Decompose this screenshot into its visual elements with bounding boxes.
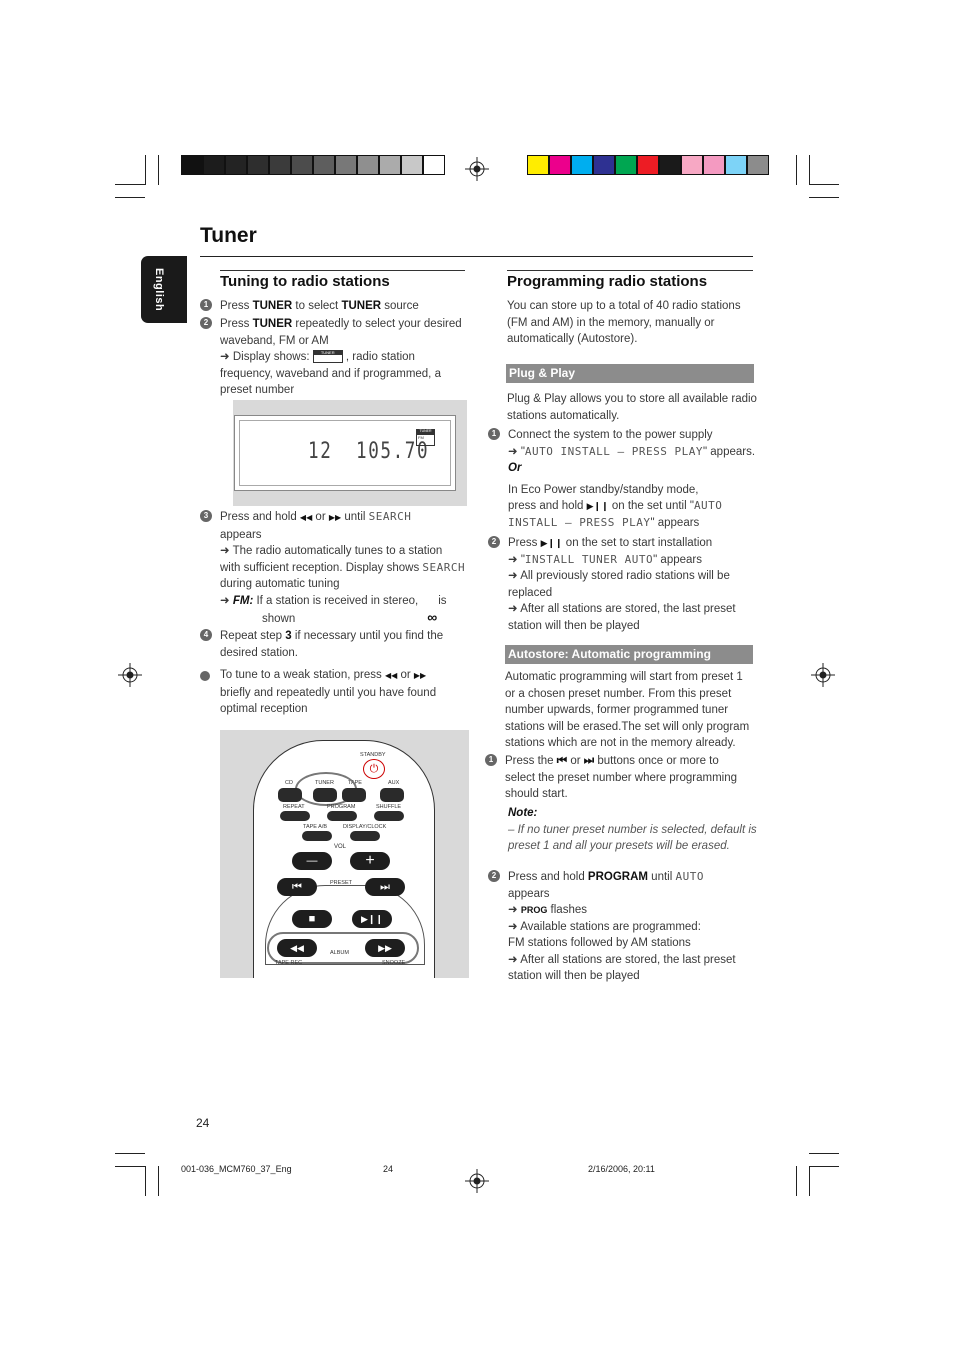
remote-next-button: ⏭ — [365, 878, 405, 896]
remote-label-snooze: SNOOZE — [382, 960, 406, 966]
footer-date: 2/16/2006, 20:11 — [588, 1164, 655, 1174]
autostore-bar: Autostore: Automatic programming — [505, 645, 753, 664]
lcd-display-screen — [239, 420, 451, 486]
play-pause-icon: ▶❙❙ — [586, 501, 609, 511]
fast-forward-icon: ▶▶ — [413, 671, 427, 680]
remote-tape-button — [342, 788, 366, 802]
remote-play-pause-button: ▶❙❙ — [352, 910, 392, 928]
color-swatch — [357, 155, 379, 175]
plug-step-2: Press ▶❙❙ on the set to start installation ➜ "INSTALL TUNER AUTO" appears ➜ All previously stored radio stations will be replaced ➜ After all stations are stored, the last preset station will then be played — [508, 537, 736, 632]
rewind-icon: ◀◀ — [299, 513, 313, 522]
color-swatch — [637, 155, 659, 175]
bullet-icon — [200, 671, 210, 681]
crop-mark — [158, 155, 159, 185]
crop-mark — [809, 184, 839, 185]
color-swatch — [379, 155, 401, 175]
remote-label-program: PROGRAM — [327, 804, 356, 810]
remote-cd-button — [278, 788, 302, 802]
crop-mark — [796, 155, 797, 185]
crop-mark — [809, 1153, 839, 1154]
color-swatch — [659, 155, 681, 175]
color-swatch — [291, 155, 313, 175]
step-number-icon: 1 — [200, 299, 212, 311]
registration-mark-icon — [465, 157, 489, 181]
step-number-icon: 4 — [200, 629, 212, 641]
crop-mark — [115, 197, 145, 198]
color-swatch — [225, 155, 247, 175]
registration-mark-icon — [118, 663, 142, 687]
stereo-icon: ∞ — [427, 609, 438, 625]
remote-label-album: ALBUM — [330, 950, 349, 956]
step-number-icon: 2 — [200, 317, 212, 329]
right-intro: You can store up to a total of 40 radio stations (FM and AM) in the memory, manually or automatically (Autostore). — [507, 300, 741, 345]
crop-mark — [796, 1166, 797, 1196]
lcd-preset-number: 12 — [308, 439, 333, 464]
color-swatch — [681, 155, 703, 175]
crop-mark — [809, 197, 839, 198]
crop-mark — [809, 1166, 839, 1167]
remote-fast-forward-button: ▶▶ — [365, 939, 405, 957]
remote-stop-button: ■ — [292, 910, 332, 928]
remote-tape-ab-button — [302, 831, 332, 841]
color-swatch — [725, 155, 747, 175]
remote-display-clock-button — [350, 831, 380, 841]
autostore-step-1: Press the ⏮ or ⏭ buttons once or more to select the preset number where programming should start. — [505, 755, 738, 800]
color-swatch — [747, 155, 769, 175]
left-step-3: Press and hold ◀◀ or ▶▶ until SEARCH appears ➜ The radio automatically tunes to a station with sufficient reception. Display shows SEARCH during automatic tuning ➜ FM: If a station is received in stereo, is shown ∞ — [220, 510, 466, 625]
lcd-frequency: 105.70 — [356, 439, 430, 464]
remote-label-tape-rec: TAPE REC — [275, 960, 303, 966]
plug-step-1: Connect the system to the power supply ➜ "AUTO INSTALL – PRESS PLAY" appears. Or In Eco Power standby/standby mode, press and hold ▶❙❙ on the set until "AUTO INSTALL – PRESS PLAY" appears — [508, 429, 756, 529]
lcd-display-illustration — [233, 400, 467, 506]
color-swatch — [335, 155, 357, 175]
step-number-icon: 3 — [200, 510, 212, 522]
fast-forward-icon: ▶▶ — [328, 513, 342, 522]
page-number: 24 — [196, 1116, 210, 1130]
remote-tuner-button — [313, 788, 337, 802]
color-swatch — [703, 155, 725, 175]
title-rule — [200, 256, 753, 257]
left-heading: Tuning to radio stations — [220, 273, 390, 290]
lcd-display-frame — [234, 415, 456, 491]
color-swatch — [423, 155, 445, 175]
remote-prev-button: ⏮ — [277, 878, 317, 896]
autostore-intro: Automatic programming will start from preset 1 or a chosen preset number. From this preset number upwards, former programmed tuner stations will be erased.The set will only program stations which are not in the memory already. — [505, 671, 750, 749]
registration-mark-icon — [811, 663, 835, 687]
lcd-tuner-badge: TUNER — [416, 429, 435, 434]
color-swatch — [401, 155, 423, 175]
left-heading-rule — [220, 270, 465, 271]
color-swatch — [549, 155, 571, 175]
crop-mark — [115, 184, 145, 185]
left-step-2: Press TUNER repeatedly to select your desired waveband, FM or AM ➜ Display shows: TUNER , radio station frequency, waveband and if programmed, a preset number — [220, 318, 462, 396]
left-step-4: Repeat step 3 if necessary until you find the desired station. — [220, 630, 444, 659]
remote-repeat-button — [280, 811, 310, 821]
color-swatch — [615, 155, 637, 175]
remote-label-shuffle: SHUFFLE — [376, 804, 402, 810]
color-swatch — [593, 155, 615, 175]
crop-mark — [115, 1153, 145, 1154]
rewind-icon: ◀◀ — [384, 671, 398, 680]
remote-label-vol: VOL — [334, 844, 347, 850]
color-swatch — [203, 155, 225, 175]
crop-mark — [809, 155, 810, 185]
color-swatch — [269, 155, 291, 175]
tuner-display-icon: TUNER — [313, 350, 343, 363]
remote-label-cd: CD — [285, 780, 293, 786]
remote-aux-button — [380, 788, 404, 802]
remote-label-repeat: REPEAT — [283, 804, 305, 810]
remote-label-tape-ab: TAPE A/B — [303, 824, 328, 830]
previous-icon: ⏮ — [556, 755, 568, 767]
next-icon: ⏭ — [583, 755, 595, 767]
remote-program-button — [327, 811, 357, 821]
crop-mark — [115, 1166, 145, 1167]
remote-label-tuner: TUNER — [315, 780, 334, 786]
remote-control-illustration — [220, 730, 469, 978]
remote-label-aux: AUX — [388, 780, 400, 786]
remote-shuffle-button — [374, 811, 404, 821]
step-number-icon: 1 — [485, 754, 497, 766]
autostore-note: Note: – If no tuner preset number is selected, default is preset 1 and all your presets will be erased. — [508, 807, 757, 852]
registration-mark-icon — [465, 1169, 489, 1193]
plug-intro: Plug & Play allows you to store all available radio stations automatically. — [507, 393, 757, 422]
remote-label-preset: PRESET — [330, 880, 353, 886]
footer-filename: 001-036_MCM760_37_Eng — [181, 1164, 292, 1174]
autostore-step-2: Press and hold PROGRAM until AUTO appears ➜ PROG flashes ➜ Available stations are programmed: FM stations followed by AM stations ➜ After all stations are stored, the last preset station will then be played — [508, 870, 736, 982]
remote-label-display-clock: DISPLAY/CLOCK — [343, 824, 387, 830]
color-swatch — [247, 155, 269, 175]
color-swatch — [571, 155, 593, 175]
remote-label-tape: TAPE — [348, 780, 362, 786]
step-number-icon: 1 — [488, 428, 500, 440]
color-swatch — [527, 155, 549, 175]
color-swatch — [181, 155, 203, 175]
page-title: Tuner — [200, 224, 257, 247]
step-number-icon: 2 — [488, 536, 500, 548]
left-tip: To tune to a weak station, press ◀◀ or ▶▶ briefly and repeatedly until you have found optimal reception — [220, 669, 437, 715]
right-heading: Programming radio stations — [507, 273, 708, 290]
remote-vol-up-button: + — [350, 852, 390, 870]
right-heading-rule — [507, 270, 753, 271]
language-tab — [141, 256, 187, 323]
plug-and-play-bar: Plug & Play — [506, 364, 754, 383]
lcd-fm-badge: FM — [416, 434, 435, 446]
color-swatch — [313, 155, 335, 175]
crop-mark — [145, 1166, 146, 1196]
crop-mark — [158, 1166, 159, 1196]
crop-mark — [809, 1166, 810, 1196]
remote-rewind-button: ◀◀ — [277, 939, 317, 957]
footer-page: 24 — [383, 1164, 394, 1174]
step-number-icon: 2 — [488, 870, 500, 882]
remote-vol-down-button: — — [292, 852, 332, 870]
crop-mark — [145, 155, 146, 185]
remote-label-standby: STANDBY — [360, 752, 386, 758]
standby-button: ⏻ — [363, 759, 385, 779]
left-step-1: Press TUNER to select TUNER source — [220, 300, 419, 312]
language-tab-label: English — [153, 268, 165, 312]
play-pause-icon: ▶❙❙ — [540, 538, 563, 548]
